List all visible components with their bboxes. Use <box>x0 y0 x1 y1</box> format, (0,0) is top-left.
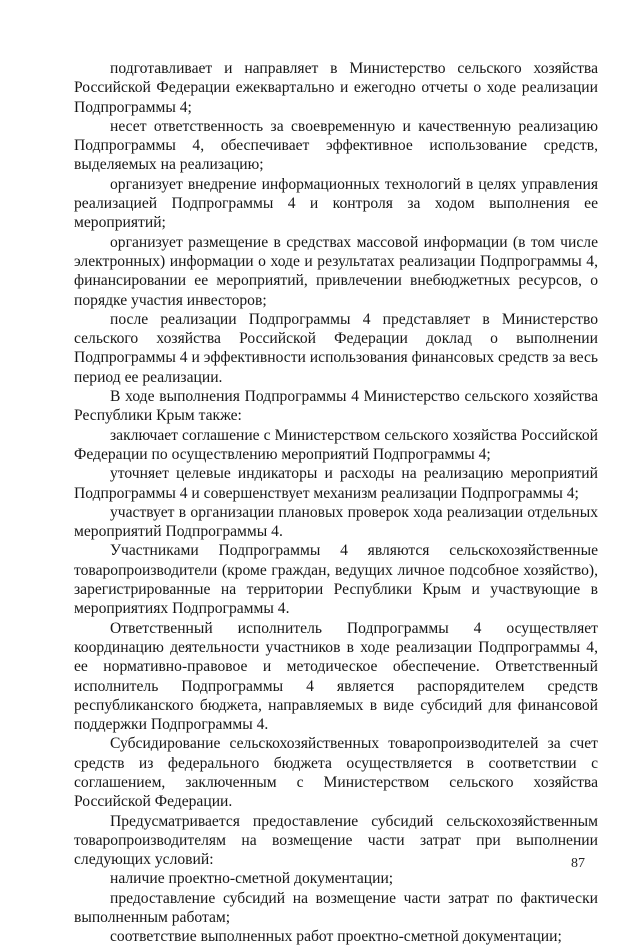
paragraph-9: участвует в организации плановых проверок хода реализации отдельных мероприятий Подпрограммы 4. <box>74 503 598 541</box>
page-number: 87 <box>571 856 585 871</box>
paragraph-12: Субсидирование сельскохозяйственных товаропроизводителей за счет средств из федерального бюджета осуществляется в соответствии с соглашением, заключенным с Министерством сельского хозяйства Российской Федерации. <box>74 735 598 811</box>
paragraph-5: после реализации Подпрограммы 4 представляет в Министерство сельского хозяйства Российской Федерации доклад о выполнении Подпрограммы 4 и эффективности использования финансовых средств за весь период ее реализации. <box>74 310 598 386</box>
paragraph-11: Ответственный исполнитель Подпрограммы 4 осуществляет координацию деятельности участников в ходе реализации Подпрограммы 4, ее нормативно-правовое и методическое обеспечение. Ответственный исполнитель Подпрограммы 4 является распорядителем средств республиканского бюджета, направляемых в виде субсидий для финансовой поддержки Подпрограммы 4. <box>74 619 598 734</box>
paragraph-15: предоставление субсидий на возмещение части затрат по фактически выполненным работам; <box>74 889 598 927</box>
paragraph-2: несет ответственность за своевременную и качественную реализацию Подпрограммы 4, обеспечивает эффективное использование средств, выделяемых на реализацию; <box>74 117 598 174</box>
paragraph-4: организует размещение в средствах массовой информации (в том числе электронных) информации о ходе и результатах реализации Подпрограммы 4, финансировании ее мероприятий, привлечении внебюджетных ресурсов, о порядке участия инвесторов; <box>74 233 598 309</box>
body-text <box>74 59 598 947</box>
paragraph-13: Предусматривается предоставление субсидий сельскохозяйственным товаропроизводителям на возмещение части затрат при выполнении следующих условий: <box>74 812 598 869</box>
paragraph-16: соответствие выполненных работ проектно-сметной документации; <box>110 928 562 946</box>
paragraph-14: наличие проектно-сметной документации; <box>110 870 394 888</box>
paragraph-10: Участниками Подпрограммы 4 являются сельскохозяйственные товаропроизводители (кроме граждан, ведущих личное подсобное хозяйство), зарегистрированные на территории Республики Крым и участвующие в мероприятиях Подпрограммы 4. <box>74 542 598 618</box>
paragraph-6: В ходе выполнения Подпрограммы 4 Министерство сельского хозяйства Республики Крым также: <box>74 388 598 425</box>
paragraph-8: уточняет целевые индикаторы и расходы на реализацию мероприятий Подпрограммы 4 и совершенствует механизм реализации Подпрограммы 4; <box>74 465 598 502</box>
paragraph-7: заключает соглашение с Министерством сельского хозяйства Российской Федерации по осуществлению мероприятий Подпрограммы 4; <box>74 426 598 463</box>
paragraph-3: организует внедрение информационных технологий в целях управления реализацией Подпрограммы 4 и контроля за ходом выполнения ее мероприятий; <box>74 175 598 232</box>
paragraph-1: подготавливает и направляет в Министерство сельского хозяйства Российской Федерации ежеквартально и ежегодно отчеты о ходе реализации Подпрограммы 4; <box>74 60 598 116</box>
